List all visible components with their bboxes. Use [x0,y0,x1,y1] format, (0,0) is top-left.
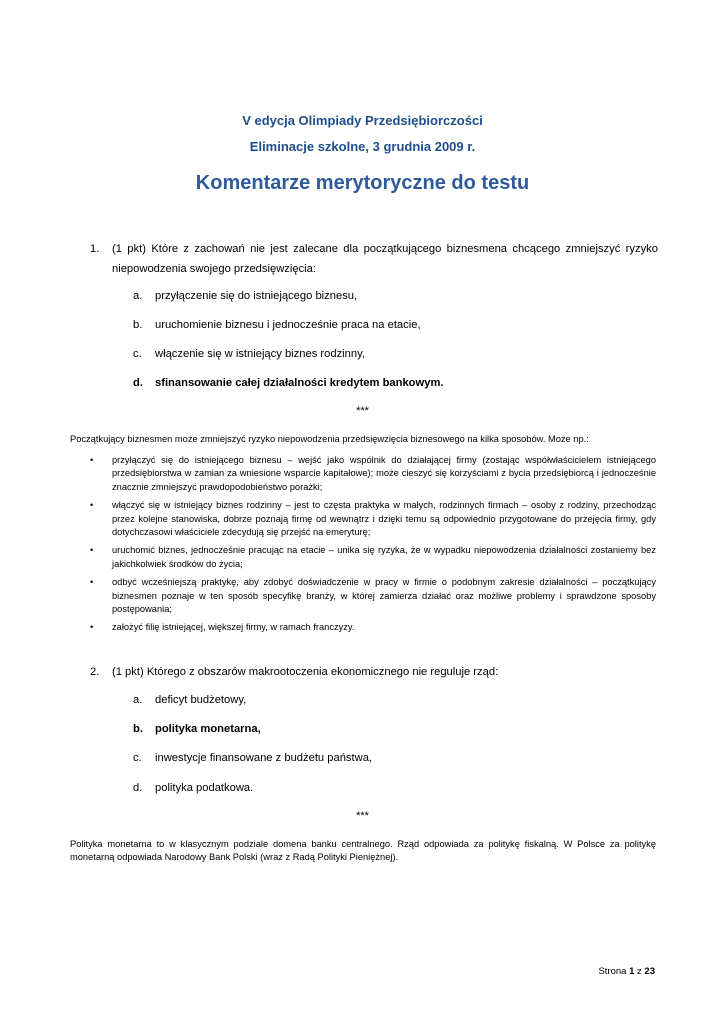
option-text: przyłączenie się do istniejącego biznesu, [155,290,358,302]
answer-option-2c [133,750,372,766]
list-item: • odbyć wcześniejszą praktykę, aby zdobyć doświadczenie w pracy w firmie o podobnym zakresie działalności – początkujący biznesmen poznaje w ten sposób specyfikę branży, w której zamierza działać oraz możliwe problemy i sprawdzone sposoby postępowania; [90,577,656,615]
option-text: włączenie się w istniejący biznes rodzinny, [155,348,365,360]
answer-option-1b [133,317,421,333]
footer-of: z [637,966,642,977]
answer-option-2b-correct [133,721,261,737]
answer-option-1a [133,288,357,304]
bullet-icon: • [90,455,94,465]
answer-option-2a [133,692,246,708]
page-footer [598,966,655,977]
option-letter: b. [133,319,143,331]
option-text: deficyt budżetowy, [155,694,247,706]
option-letter: b. [133,723,143,735]
bullet-icon: • [90,577,94,588]
question-text: (1 pkt) Które z zachowań nie jest zalecane dla początkującego biznesmena chcącego zmniejszyć ryzyko niepowodzenia swojego przedsięwzięcia: [112,243,658,275]
page-total: 23 [644,966,655,977]
bullet-icon: • [90,622,94,633]
question-2 [90,662,658,682]
separator: *** [356,810,369,822]
comment-intro: Początkujący biznesmen może zmniejszyć ryzyko niepowodzenia przedsięwzięcia biznesowego na kilka sposobów. Może np.: [70,434,589,444]
bullet-icon: • [90,545,94,556]
list-item: • uruchomić biznes, jednocześnie pracując na etacie – unika się ryzyka, że w wypadku niepowodzenia działalności zostaniemy bez jakichkolwiek środków do życia; [90,545,656,569]
option-letter: a. [133,290,143,302]
option-letter: a. [133,694,143,706]
answer-option-2d [133,780,253,796]
bullet-icon: • [90,500,94,511]
comment: Polityka monetarna to w klasycznym podziale domena banku centralnego. Rząd odpowiada za politykę fiskalną. W Polsce za politykę monetarną odpowiada Narodowy Bank Polski (wraz z Radą Polityki Pieniężnej). [70,839,656,863]
list-item: • założyć filię istniejącej, większej firmy, w ramach franczyzy. [90,621,656,634]
option-text: uruchomienie biznesu i jednocześnie praca na etacie, [155,319,421,331]
footer-label: Strona [598,966,627,977]
answer-option-1d-correct [133,375,444,391]
option-text: sfinansowanie całej działalności kredytem bankowym. [155,377,444,389]
option-letter: d. [133,377,143,389]
option-text: polityka podatkowa. [155,782,254,794]
separator: *** [356,405,369,417]
option-letter: d. [133,782,143,794]
comment-bullet-list [90,454,656,640]
option-letter: c. [133,348,142,360]
question-number: 1. [90,243,100,255]
list-item: • włączyć się w istniejący biznes rodzinny – jest to częsta praktyka w małych, rodzinnych firmach – osoby z rodziny, przechodząc przez kolejne stanowiska, dobrze poznają firmę od wewnątrz i dzięki temu są odpowiednio przygotowane do przejęcia firmy, gdy dotychczasowi właściciele zdecydują się przejść na emeryturę; [90,500,656,538]
edition-heading: V edycja Olimpiady Przedsiębiorczości [242,113,483,128]
list-item: • przyłączyć się do istniejącego biznesu – wejść jako wspólnik do działającej firmy (zostając współwłaścicielem istniejącego przedsiębiorstwa w zamian za wniesione wsparcie kapitałowe); może cieszyć się korzyściami z bycia przedsiębiorcą i jednocześnie znacznie zmniejszyć prawdopodobieństwo porażki; [90,455,656,492]
option-text: polityka monetarna, [155,723,261,735]
question-text: (1 pkt) Którego z obszarów makrootoczenia ekonomicznego nie reguluje rząd: [112,666,499,678]
page-number: 1 [629,966,635,977]
page-title: Komentarze merytoryczne do testu [195,172,530,194]
question-1 [90,239,658,279]
answer-option-1c [133,346,365,362]
option-text: inwestycje finansowane z budżetu państwa, [155,752,373,764]
question-number: 2. [90,666,100,678]
stage-heading: Eliminacje szkolne, 3 grudnia 2009 r. [249,139,476,154]
option-letter: c. [133,752,142,764]
